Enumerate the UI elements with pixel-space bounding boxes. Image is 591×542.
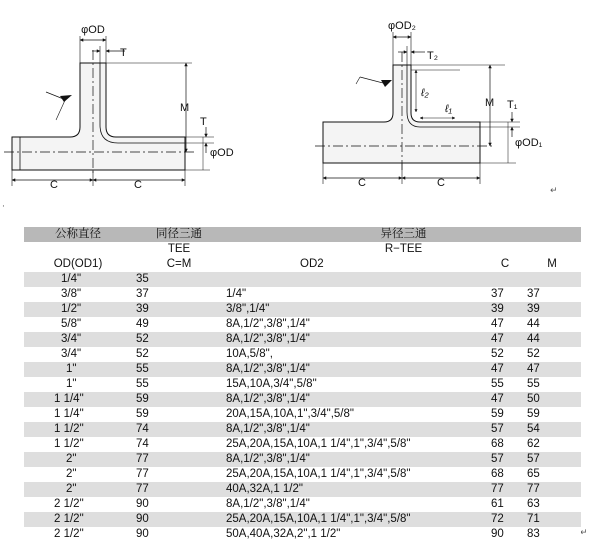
header-cm: C=M xyxy=(132,257,226,272)
cell-cm: 74 xyxy=(136,422,149,435)
table-row xyxy=(24,482,581,497)
cell-od: 2" xyxy=(66,452,77,465)
cell-m: 44 xyxy=(527,332,540,345)
header-reducing-tee: 异径三通 xyxy=(226,227,581,242)
cell-m: 63 xyxy=(527,497,540,510)
rtee-od1-label: φOD₁ xyxy=(515,137,543,149)
tee-m-label: M xyxy=(180,102,190,114)
cell-c: 47 xyxy=(491,332,504,345)
cell-od: 1 1/2" xyxy=(54,422,84,435)
cell-od: 1 1/2" xyxy=(54,437,84,450)
cell-cm: 74 xyxy=(136,437,149,450)
cell-c: 37 xyxy=(491,287,504,300)
cell-c: 61 xyxy=(491,497,504,510)
cell-od: 3/8" xyxy=(61,287,82,300)
header-c: C xyxy=(487,257,523,272)
cell-cm: 37 xyxy=(136,287,149,300)
table-body xyxy=(24,272,581,542)
cell-od2: 8A,1/2",3/8",1/4" xyxy=(226,317,310,330)
cell-m: 52 xyxy=(527,347,540,360)
header-equal-tee: 同径三通 xyxy=(132,227,226,242)
cell-m xyxy=(523,272,581,287)
tee-od-side-label: φOD xyxy=(210,147,234,159)
cell-od2 xyxy=(226,272,487,287)
table-row xyxy=(24,332,581,347)
cell-od2: 3/8",1/4" xyxy=(226,302,270,315)
cell-m: 47 xyxy=(527,362,540,375)
cell-c xyxy=(487,272,523,287)
table-row xyxy=(24,512,581,527)
cell-m: 71 xyxy=(527,512,540,525)
cell-od2: 10A,5/8", xyxy=(226,347,273,360)
cell-od: 1/2" xyxy=(61,302,82,315)
cell-od: 3/4" xyxy=(61,332,82,345)
rtee-m-label: M xyxy=(485,97,495,109)
table-row xyxy=(24,317,581,332)
table-row xyxy=(24,467,581,482)
table-row xyxy=(24,362,581,377)
header-od2: OD2 xyxy=(226,257,487,272)
return-mark-top: ↵ xyxy=(550,186,558,196)
cell-c: 52 xyxy=(491,347,504,360)
table-row xyxy=(24,302,581,317)
cell-cm: 59 xyxy=(136,407,149,420)
cell-od2: 8A,1/2",3/8",1/4" xyxy=(226,332,310,345)
cell-cm: 35 xyxy=(136,272,149,285)
table-row xyxy=(24,497,581,512)
cell-od2: 25A,20A,15A,10A,1 1/4",1",3/4",5/8" xyxy=(226,467,411,480)
table-row xyxy=(24,437,581,452)
header-nominal-diameter: 公称直径 xyxy=(24,227,132,242)
cell-od2: 8A,1/2",3/8",1/4" xyxy=(226,362,310,375)
cell-od: 3/4" xyxy=(61,347,82,360)
cell-c: 59 xyxy=(491,407,504,420)
cell-cm: 49 xyxy=(136,317,149,330)
cell-c: 39 xyxy=(491,302,504,315)
cell-od2: 8A,1/2",3/8",1/4" xyxy=(226,392,310,405)
rtee-l1-label: ℓ₁ xyxy=(445,103,453,115)
tee-c-left-label: C xyxy=(50,179,58,191)
rtee-od2-label: φOD₂ xyxy=(388,20,416,32)
cell-m: 37 xyxy=(527,287,540,300)
cell-cm: 90 xyxy=(136,497,149,510)
cell-m: 54 xyxy=(527,422,540,435)
rtee-t2-label: T₂ xyxy=(427,50,438,62)
fitting-drawings xyxy=(0,0,591,220)
cell-od: 1 1/4" xyxy=(54,407,84,420)
left-paragraph-mark: · xyxy=(2,202,5,212)
cell-cm: 90 xyxy=(136,527,149,540)
cell-m: 65 xyxy=(527,467,540,480)
cell-c: 57 xyxy=(491,452,504,465)
cell-m: 55 xyxy=(527,377,540,390)
cell-od: 1 1/4" xyxy=(54,392,84,405)
table-row xyxy=(24,407,581,422)
cell-od: 2 1/2" xyxy=(54,527,84,540)
cell-c: 68 xyxy=(491,437,504,450)
cell-od2: 15A,10A,3/4",5/8" xyxy=(226,377,317,390)
cell-od: 5/8" xyxy=(61,317,82,330)
cell-od: 2" xyxy=(66,467,77,480)
return-mark-bottom: ↵ xyxy=(580,528,588,538)
cell-od: 1" xyxy=(66,362,77,375)
table-header-row-2 xyxy=(24,242,581,257)
cell-od: 1" xyxy=(66,377,77,390)
cell-od2: 50A,40A,32A,2",1 1/2" xyxy=(226,527,341,540)
cell-m: 57 xyxy=(527,452,540,465)
header-m: M xyxy=(523,257,581,272)
table-row xyxy=(24,392,581,407)
cell-cm: 55 xyxy=(136,377,149,390)
cell-cm: 77 xyxy=(136,467,149,480)
tee-t-top-label: T xyxy=(120,47,127,59)
cell-c: 90 xyxy=(491,527,504,540)
cell-c: 77 xyxy=(491,482,504,495)
cell-m: 83 xyxy=(527,527,540,540)
rtee-l2-label: ℓ₂ xyxy=(421,87,429,99)
cell-c: 47 xyxy=(491,392,504,405)
table-row xyxy=(24,422,581,437)
cell-c: 57 xyxy=(491,422,504,435)
header-od: OD(OD1) xyxy=(24,257,132,272)
table-header-row-1 xyxy=(24,227,581,242)
cell-cm: 39 xyxy=(136,302,149,315)
cell-c: 68 xyxy=(491,467,504,480)
rtee-c-left-label: C xyxy=(358,177,366,189)
cell-m: 44 xyxy=(527,317,540,330)
cell-cm: 77 xyxy=(136,452,149,465)
table-header-row-3 xyxy=(24,257,581,272)
table-row xyxy=(24,287,581,302)
table-row xyxy=(24,272,581,287)
cell-cm: 77 xyxy=(136,482,149,495)
cell-cm: 52 xyxy=(136,332,149,345)
cell-c: 47 xyxy=(491,317,504,330)
cell-od2: 25A,20A,15A,10A,1 1/4",1",3/4",5/8" xyxy=(226,512,411,525)
header-rtee: R−TEE xyxy=(226,242,581,257)
cell-c: 55 xyxy=(491,377,504,390)
cell-od2: 1/4" xyxy=(226,287,247,300)
cell-cm: 59 xyxy=(136,392,149,405)
header-tee: TEE xyxy=(132,242,226,257)
cell-od2: 20A,15A,10A,1",3/4",5/8" xyxy=(226,407,354,420)
tee-od-label: φOD xyxy=(81,24,105,36)
cell-m: 59 xyxy=(527,407,540,420)
cell-od: 2 1/2" xyxy=(54,512,84,525)
tee-c-right-label: C xyxy=(134,179,142,191)
cell-od: 2" xyxy=(66,482,77,495)
cell-cm: 52 xyxy=(136,347,149,360)
cell-od: 1/4" xyxy=(61,272,82,285)
cell-cm: 55 xyxy=(136,362,149,375)
cell-m: 39 xyxy=(527,302,540,315)
cell-c: 72 xyxy=(491,512,504,525)
cell-m: 62 xyxy=(527,437,540,450)
cell-m: 50 xyxy=(527,392,540,405)
cell-od: 2 1/2" xyxy=(54,497,84,510)
rtee-labels xyxy=(358,20,543,189)
cell-od2: 25A,20A,15A,10A,1 1/4",1",3/4",5/8" xyxy=(226,437,411,450)
cell-od2: 8A,1/2",3/8",1/4" xyxy=(226,452,310,465)
dimension-table xyxy=(24,227,581,542)
cell-m: 77 xyxy=(527,482,540,495)
table-row xyxy=(24,452,581,467)
cell-od2: 40A,32A,1 1/2" xyxy=(226,482,303,495)
rtee-c-right-label: C xyxy=(437,177,445,189)
cell-c: 47 xyxy=(491,362,504,375)
rtee-t1-label: T₁ xyxy=(507,99,518,111)
table-row xyxy=(24,377,581,392)
cell-od2: 8A,1/2",3/8",1/4" xyxy=(226,422,310,435)
tee-t-side-label: T xyxy=(200,116,207,128)
cell-od2: 8A,1/2",3/8",1/4" xyxy=(226,497,310,510)
table-row xyxy=(24,347,581,362)
cell-cm: 90 xyxy=(136,512,149,525)
